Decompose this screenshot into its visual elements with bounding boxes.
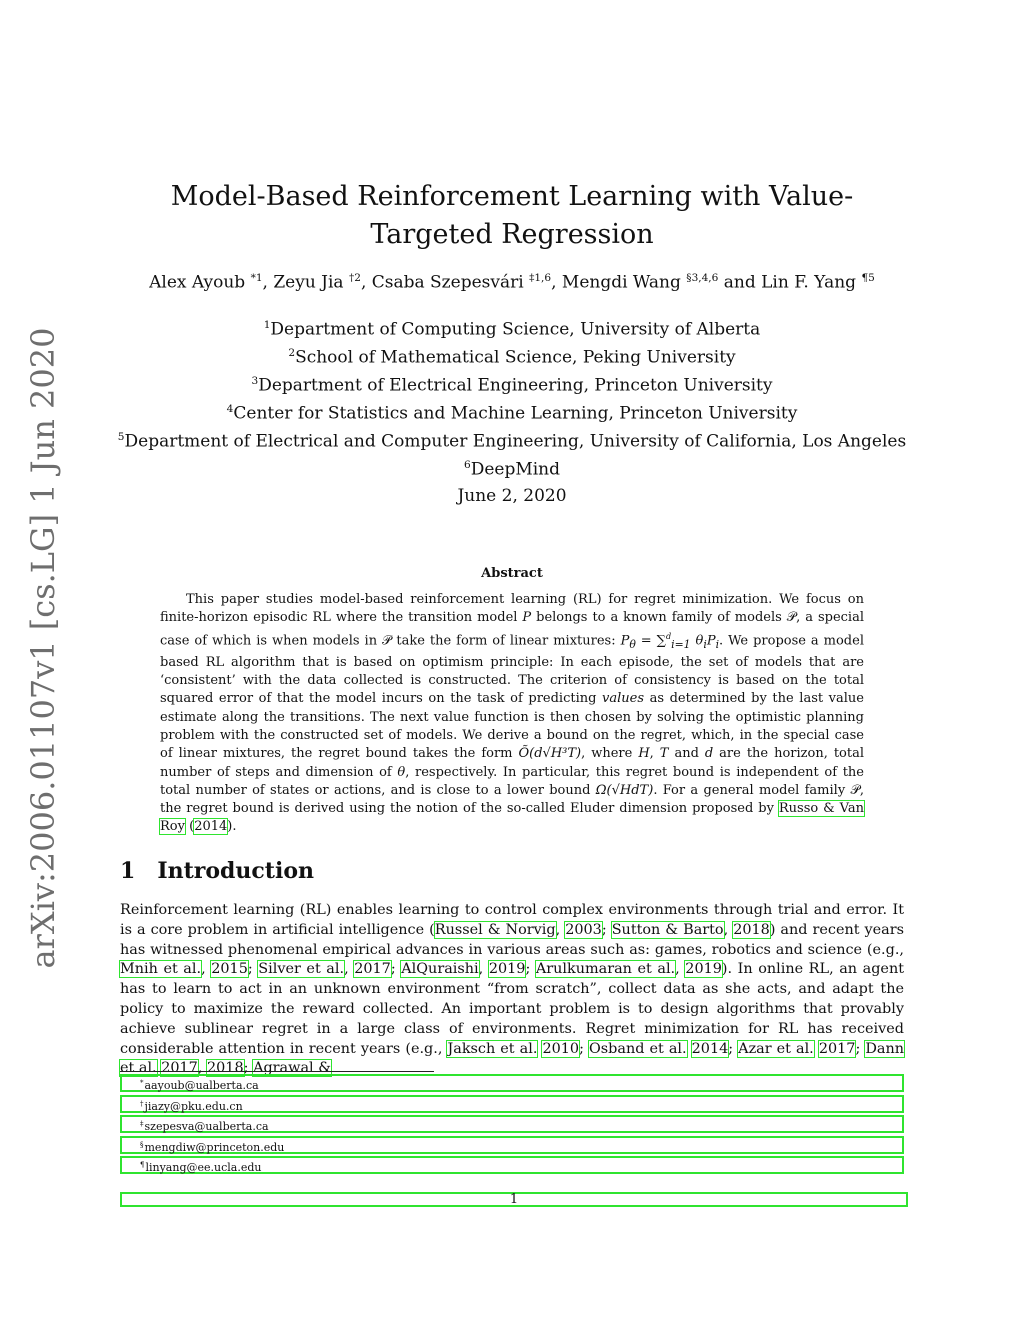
introduction-body xyxy=(120,901,904,1079)
citation-link[interactable]: Mnih et al. xyxy=(120,961,202,978)
citation-link[interactable]: Azar et al. xyxy=(738,1040,814,1057)
author-name: Lin F. Yang xyxy=(761,272,862,293)
page-number[interactable]: 1 xyxy=(120,1192,908,1207)
body-text: ) and recent years has witnessed phenomenal empirical advances in various areas such as: games, robotics and science (e.g., xyxy=(120,921,904,958)
math-symbol: P xyxy=(620,632,630,648)
author-marks: †2 xyxy=(348,272,361,284)
body-text: , xyxy=(478,961,489,978)
footnote-list xyxy=(120,1074,904,1177)
footnote-mark: ‡ xyxy=(140,1120,144,1129)
footnote-email[interactable] xyxy=(120,1074,904,1092)
citation-link[interactable]: Sutton & Barto xyxy=(611,921,724,938)
citation-link[interactable]: Dann et al. xyxy=(120,1040,904,1077)
section-number: 1 xyxy=(120,858,136,884)
author-marks: ‡1,6 xyxy=(529,272,552,284)
citation-link[interactable]: AlQuraishi xyxy=(401,961,479,978)
math-subscript: i xyxy=(703,637,707,651)
arxiv-sidebar-stamp xyxy=(18,327,68,969)
affiliation-number: 4 xyxy=(226,403,234,416)
footnote-text: jiazy@pku.edu.cn xyxy=(144,1099,243,1113)
footnote-email[interactable] xyxy=(120,1115,904,1133)
citation-link[interactable]: Osband et al. xyxy=(588,1040,687,1057)
abstract-text: , respectively. In particular, this regret bound is independent of the total number of states or actions, and is close to a lower bound xyxy=(160,764,864,798)
abstract-text: take the form of linear mixtures: xyxy=(391,632,621,648)
affiliation-number: 3 xyxy=(251,375,259,388)
math-subscript: i xyxy=(715,637,720,651)
affiliation-number: 1 xyxy=(263,319,271,331)
math-expression: Ω(√HdT) xyxy=(595,782,654,798)
math-symbol: P xyxy=(706,632,716,648)
affiliation-text: Department of Computing Science, University of Alberta xyxy=(270,319,761,340)
body-text: ; xyxy=(247,961,259,978)
citation-link[interactable]: Russel & Norvig xyxy=(434,921,556,938)
body-text: Reinforcement learning (RL) enables learning to control complex environments through trial and error. It is a core problem in artificial intelligence ( xyxy=(120,902,904,938)
affiliation xyxy=(100,454,924,482)
math-symbol: 𝒫 xyxy=(850,782,860,798)
footnote-email[interactable] xyxy=(120,1136,904,1154)
abstract-text: , a special case of which is when models in xyxy=(160,610,864,648)
footnote-mark: § xyxy=(140,1140,144,1149)
affiliation-number: 2 xyxy=(288,347,296,360)
abstract-text: . We propose a model based RL algorithm that is based on optimism principle: In each episode, the set of models that are ‘consistent’ with the data collected is constructed. The criterion of consistency is based on the total squared error of that the model incurs on the task of predicting xyxy=(160,632,864,707)
body-text: , xyxy=(723,921,734,938)
body-text: ; xyxy=(728,1040,739,1057)
citation-year-link[interactable]: 2017 xyxy=(161,1060,198,1077)
abstract-text: are the horizon, total number of steps and dimension of xyxy=(160,746,865,780)
body-text: , xyxy=(201,961,212,978)
abstract-body xyxy=(160,591,864,837)
citation-year-link[interactable]: 2003 xyxy=(565,921,602,938)
author-marks: §3,4,6 xyxy=(686,272,719,284)
body-text: ; xyxy=(855,1040,866,1057)
footnote-text: szepesva@ualberta.ca xyxy=(144,1120,269,1134)
footnote-text: linyang@ee.ucla.edu xyxy=(145,1161,262,1175)
section-heading xyxy=(120,858,314,884)
author-marks: *1 xyxy=(250,272,263,284)
footnote-mark: * xyxy=(140,1079,144,1087)
math-subscript: i=1 xyxy=(671,637,691,651)
affiliation-text: DeepMind xyxy=(470,459,560,480)
publication-date: June 2, 2020 xyxy=(457,486,567,506)
body-text: ; xyxy=(525,961,536,978)
math-symbol: 𝒫 xyxy=(786,610,797,626)
affiliation-text: Center for Statistics and Machine Learning, Princeton University xyxy=(233,403,798,424)
citation-year-link[interactable]: 2010 xyxy=(542,1040,580,1057)
affiliation-list xyxy=(100,314,924,482)
body-text: ; xyxy=(579,1040,589,1057)
math-symbol: T xyxy=(659,746,669,762)
abstract-paragraph xyxy=(160,591,864,837)
affiliation xyxy=(100,398,924,426)
body-text: ; xyxy=(243,1060,254,1077)
math-symbol: H xyxy=(638,746,650,762)
paper-title: Model-Based Reinforcement Learning with Value-Targeted Regression xyxy=(170,181,854,250)
section-title: Introduction xyxy=(157,858,314,884)
body-text: ; xyxy=(390,961,402,978)
body-text xyxy=(687,1041,692,1057)
citation-year-link[interactable]: 2014 xyxy=(691,1040,729,1057)
body-text: ). In online RL, an agent has to learn to act in an unknown environment “from scratch”, collect data as she acts, and adapt the policy to maximize the reward collected. An important problem is to design algorithms that provably achieve sublinear regret in a large class of environments. Regret minimization for RL has received considerable attention in recent years (e.g., xyxy=(120,961,904,1057)
citation-year-link[interactable]: 2018 xyxy=(733,921,770,938)
affiliation xyxy=(100,426,924,454)
body-text: ; xyxy=(601,921,612,938)
math-symbol: θ xyxy=(690,632,704,648)
arxiv-identifier: arXiv:2006.01107v1 [cs.LG] 1 Jun 2020 xyxy=(24,327,62,969)
abstract-heading: Abstract xyxy=(481,566,543,581)
body-text: , xyxy=(197,1060,207,1077)
citation-link[interactable]: Arulkumaran et al. xyxy=(535,961,676,978)
math-superscript: d xyxy=(665,631,672,641)
citation-link[interactable]: Russo & Van Roy xyxy=(160,801,864,835)
citation-link[interactable]: Silver et al. xyxy=(258,961,345,978)
abstract-text: , xyxy=(649,746,660,762)
affiliation-text: Department of Electrical and Computer Engineering, University of California, Los Angeles xyxy=(124,431,907,452)
footnote-mark: † xyxy=(140,1099,144,1108)
citation-year-link[interactable]: 2014 xyxy=(194,819,228,835)
abstract-text: ( xyxy=(184,819,195,835)
abstract-text: , where xyxy=(581,746,639,762)
author-name: Csaba Szepesvári xyxy=(371,272,530,293)
affiliation-text: School of Mathematical Science, Peking University xyxy=(295,347,736,368)
citation-year-link[interactable]: 2017 xyxy=(354,961,391,978)
footnote-email[interactable] xyxy=(120,1095,904,1113)
math-subscript: θ xyxy=(629,637,636,651)
body-text: , xyxy=(675,961,686,978)
author-marks: ¶5 xyxy=(861,272,875,284)
affiliation-number: 5 xyxy=(117,431,125,444)
abstract-text: This paper studies model-based reinforcement learning (RL) for regret minimization. We focus on finite-horizon episodic RL where the transition model xyxy=(160,592,864,626)
footnote-text: mengdiw@princeton.edu xyxy=(144,1140,285,1154)
emphasis-text: values xyxy=(602,691,645,707)
affiliation xyxy=(100,314,924,342)
citation-link[interactable]: Jaksch et al. xyxy=(447,1040,538,1057)
body-text: , xyxy=(555,921,566,938)
body-text: , xyxy=(344,961,355,978)
abstract-text: , the regret bound is derived using the notion of the so-called Eluder dimension proposed by xyxy=(160,782,864,817)
author-name: Alex Ayoub xyxy=(149,272,251,293)
math-expression: Õ(d√H³T) xyxy=(518,746,582,762)
citation-year-link[interactable]: 2017 xyxy=(818,1040,856,1057)
abstract-text: . For a general model family xyxy=(653,782,851,798)
math-symbol: 𝒫 xyxy=(382,632,392,648)
citation-year-link[interactable]: 2015 xyxy=(211,961,248,978)
math-symbol: θ xyxy=(397,764,406,780)
author-name: Zeyu Jia xyxy=(273,272,349,293)
abstract-text: belongs to a known family of models xyxy=(531,610,787,626)
abstract-text: as determined by the last value estimate along the transitions. The next value function is then chosen by solving the optimistic planning problem with the constructed set of models. We derive a bound on the regret, which, in the special case of linear mixtures, the regret bound takes the form xyxy=(160,691,864,762)
citation-link[interactable]: Agrawal & xyxy=(253,1060,332,1077)
affiliation xyxy=(100,342,924,370)
author-name: Mengdi Wang xyxy=(561,272,687,293)
abstract-text: ). xyxy=(227,819,237,835)
introduction-paragraph xyxy=(120,901,904,1079)
citation-year-link[interactable]: 2019 xyxy=(488,961,526,978)
math-operator: = ∑ xyxy=(635,632,666,648)
footnote-rule xyxy=(120,1071,434,1072)
affiliation-text: Department of Electrical Engineering, Princeton University xyxy=(258,375,773,396)
abstract-text: and xyxy=(668,746,705,762)
author-list: Alex Ayoub $^{*1}$, Zeyu Jia $^{\dagger 2}$, Csaba Szepesvári $^{\ddagger 1,6}$, Mengdi Wang $^{\S 3,4,6}$ and Lin F. Yang $^{\P 5}$ xyxy=(149,272,875,293)
math-symbol: d xyxy=(704,746,714,762)
affiliation-number: 6 xyxy=(463,459,471,472)
citation-year-link[interactable]: 2019 xyxy=(685,961,722,978)
footnote-email[interactable] xyxy=(120,1156,904,1174)
math-symbol: P xyxy=(522,610,532,626)
affiliation xyxy=(100,370,924,398)
footnote-mark: ¶ xyxy=(140,1161,145,1170)
footnote-text: aayoub@ualberta.ca xyxy=(144,1079,259,1092)
citation-year-link[interactable]: 2018 xyxy=(207,1060,244,1077)
